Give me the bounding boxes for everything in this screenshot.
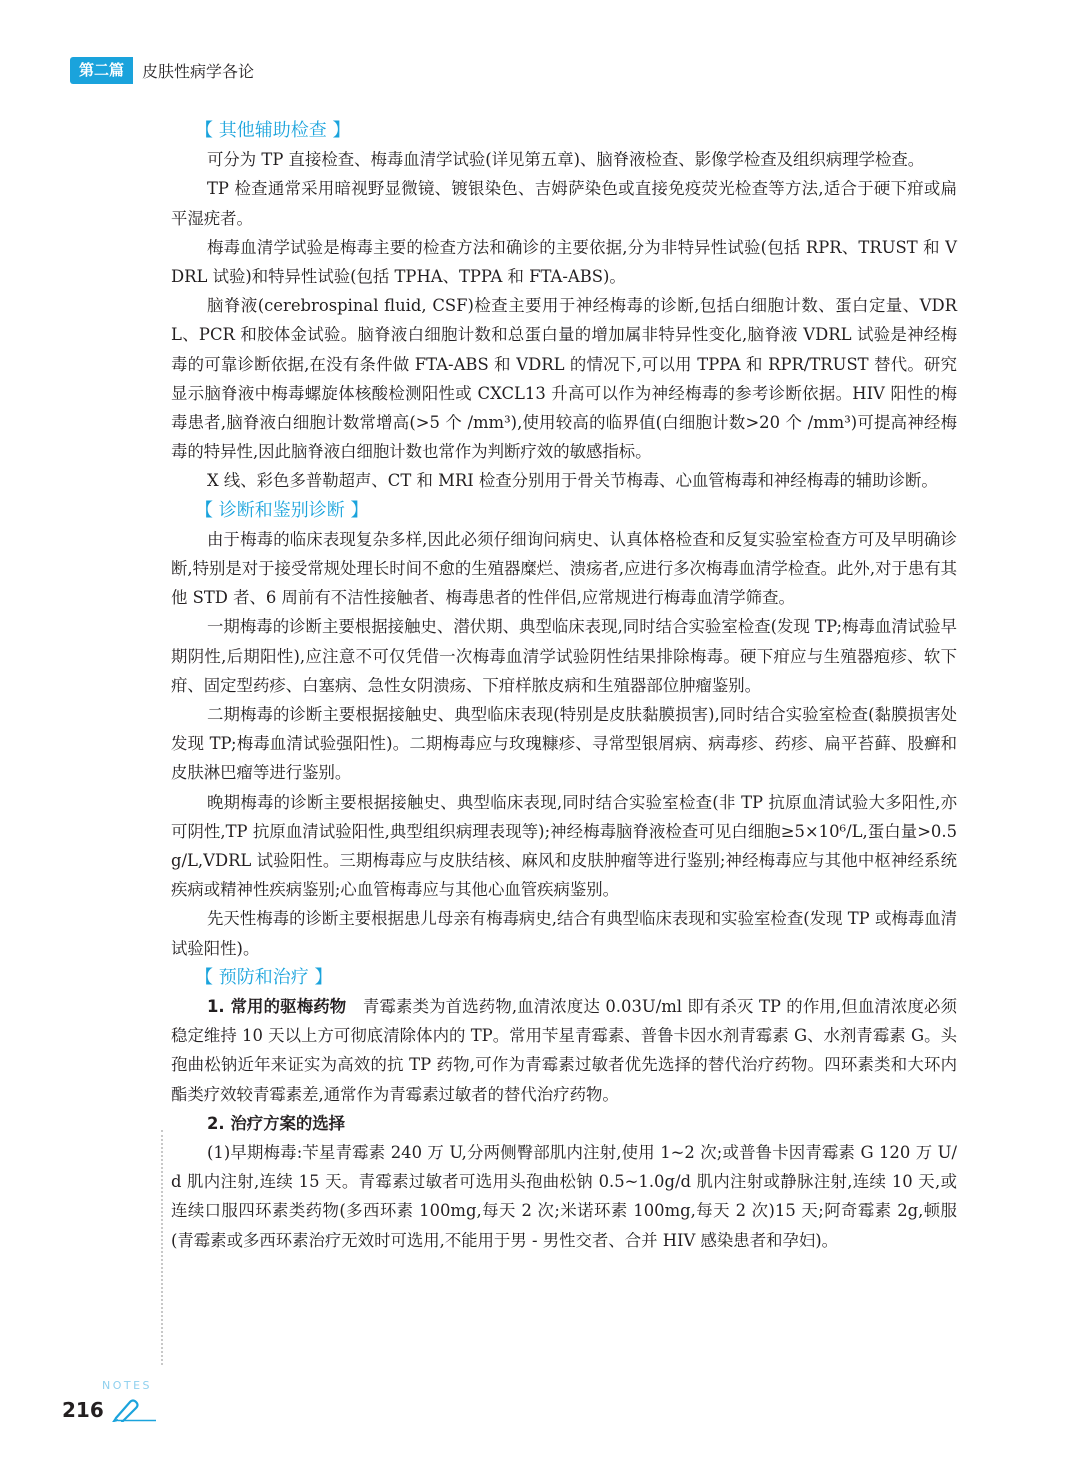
paragraph: X 线、彩色多普勒超声、CT 和 MRI 检查分别用于骨关节梅毒、心血管梅毒和神经梅毒的辅助诊断。 — [207, 471, 938, 491]
section-heading-aux-tests: 【 其他辅助检查 】 — [195, 120, 351, 141]
paragraph: 由于梅毒的临床表现复杂多样,因此必须仔细询问病史、认真体格检查和反复实验室检查方可及早明确诊断,特别是对于接受常规处理长时间不愈的生殖器糜烂、溃疡者,应进行多次梅毒血清学检查。此外,对于患有其他 STD 者、6 周前有不洁性接触者、梅毒患者的性伴侣,应常规进行梅毒血清学筛查。 — [171, 529, 957, 608]
pencil-icon — [110, 1396, 158, 1422]
subheading-plan: 2. 治疗方案的选择 — [207, 1113, 346, 1133]
notes-label: NOTES — [102, 1379, 153, 1392]
section-heading-diagnosis: 【 诊断和鉴别诊断 】 — [195, 499, 369, 521]
paragraph: 可分为 TP 直接检查、梅毒血清学试验(详见第五章)、脑脊液检查、影像学检查及组织病理学检查。 — [207, 150, 925, 170]
section-heading-prevention-treatment: 【 预防和治疗 】 — [195, 966, 333, 988]
drugs-text: 青霉素类为首选药物,血清浓度达 0.03U/ml 即有杀灭 TP 的作用,但血清浓度必须稳定维持 10 天以上方可彻底清除体内的 TP。常用苄星青霉素、普鲁卡因水剂青霉素 G、水剂青霉素 G。头孢曲松钠近年来证实为高效的抗 TP 药物,可作为青霉素过敏者优先选择的替代治疗药物。四环素类和大环内酯类疗效较青霉素差,通常作为青霉素过敏者的替代治疗药物。 — [171, 997, 957, 1104]
subheading-drugs: 1. 常用的驱梅药物 — [207, 997, 347, 1017]
paragraph: 脑脊液(cerebrospinal fluid, CSF)检查主要用于神经梅毒的诊断,包括白细胞计数、蛋白定量、VDRL、PCR 和胶体金试验。脑脊液白细胞计数和总蛋白量的增加属非特异性变化,脑脊液 VDRL 试验是神经梅毒的可靠诊断依据,在没有条件做 FTA-ABS 和 VDRL 的情况下,可以用 TPPA 和 RPR/TRUST 替代。研究显示脑脊液中梅毒螺旋体核酸检测阳性或 CXCL13 升高可以作为神经梅毒的参考诊断依据。HIV 阳性的梅毒患者,脑脊液白细胞计数常增高(>5 个 /mm³),使用较高的临界值(白细胞计数>20 个 /mm³)可提高神经梅毒的特异性,因此脑脊液白细胞计数也常作为判断疗效的敏感指标。 — [171, 296, 957, 462]
paragraph-plan-title — [171, 1109, 957, 1138]
part-tag: 第二篇 — [70, 57, 133, 84]
paragraph: TP 检查通常采用暗视野显微镜、镀银染色、吉姆萨染色或直接免疫荧光检查等方法,适合于硬下疳或扁平湿疣者。 — [171, 179, 957, 228]
paragraph: 先天性梅毒的诊断主要根据患儿母亲有梅毒病史,结合有典型临床表现和实验室检查(发现 TP 或梅毒血清试验阳性)。 — [171, 909, 957, 958]
paragraph-drugs — [171, 992, 957, 1109]
page-body — [171, 116, 957, 1255]
header-title: 皮肤性病学各论 — [142, 62, 255, 81]
paragraph: 二期梅毒的诊断主要根据接触史、典型临床表现(特别是皮肤黏膜损害),同时结合实验室检查(黏膜损害处发现 TP;梅毒血清试验强阳性)。二期梅毒应与玫瑰糠疹、寻常型银屑病、病毒疹、药疹、扁平苔藓、股癣和皮肤淋巴瘤等进行鉴别。 — [171, 705, 957, 783]
running-header — [70, 57, 254, 84]
margin-dotted-line — [161, 1130, 163, 1365]
paragraph: 晚期梅毒的诊断主要根据接触史、典型临床表现,同时结合实验室检查(非 TP 抗原血清试验大多阳性,亦可阴性,TP 抗原血清试验阳性,典型组织病理表现等);神经梅毒脑脊液检查可见白细胞≥5×10⁶/L,蛋白量>0.5g/L,VDRL 试验阳性。三期梅毒应与皮肤结核、麻风和皮肤肿瘤等进行鉴别;神经梅毒应与其他中枢神经系统疾病或精神性疾病鉴别;心血管梅毒应与其他心血管疾病鉴别。 — [171, 792, 957, 900]
paragraph: (1)早期梅毒:苄星青霉素 240 万 U,分两侧臀部肌内注射,使用 1~2 次;或普鲁卡因青霉素 G 120 万 U/d 肌内注射,连续 15 天。青霉素过敏者可选用头孢曲松钠 0.5~1.0g/d 肌内注射或静脉注射,连续 10 天,或连续口服四环素类药物(多西环素 100mg,每天 2 次;米诺环素 100mg,每天 2 次)15 天;阿奇霉素 2g,顿服(青霉素或多西环素治疗无效时可选用,不能用于男 - 男性交者、合并 HIV 感染患者和孕妇)。 — [171, 1143, 957, 1250]
paragraph: 一期梅毒的诊断主要根据接触史、潜伏期、典型临床表现,同时结合实验室检查(发现 TP;梅毒血清试验早期阴性,后期阳性),应注意不可仅凭借一次梅毒血清学试验阴性结果排除梅毒。硬下疳应与生殖器疱疹、软下疳、固定型药疹、白塞病、急性女阴溃疡、下疳样脓皮病和生殖器部位肿瘤鉴别。 — [171, 617, 957, 695]
page-number: 216 — [62, 1398, 104, 1422]
paragraph: 梅毒血清学试验是梅毒主要的检查方法和确诊的主要依据,分为非特异性试验(包括 RPR、TRUST 和 VDRL 试验)和特异性试验(包括 TPHA、TPPA 和 FTA-ABS)。 — [171, 237, 957, 286]
